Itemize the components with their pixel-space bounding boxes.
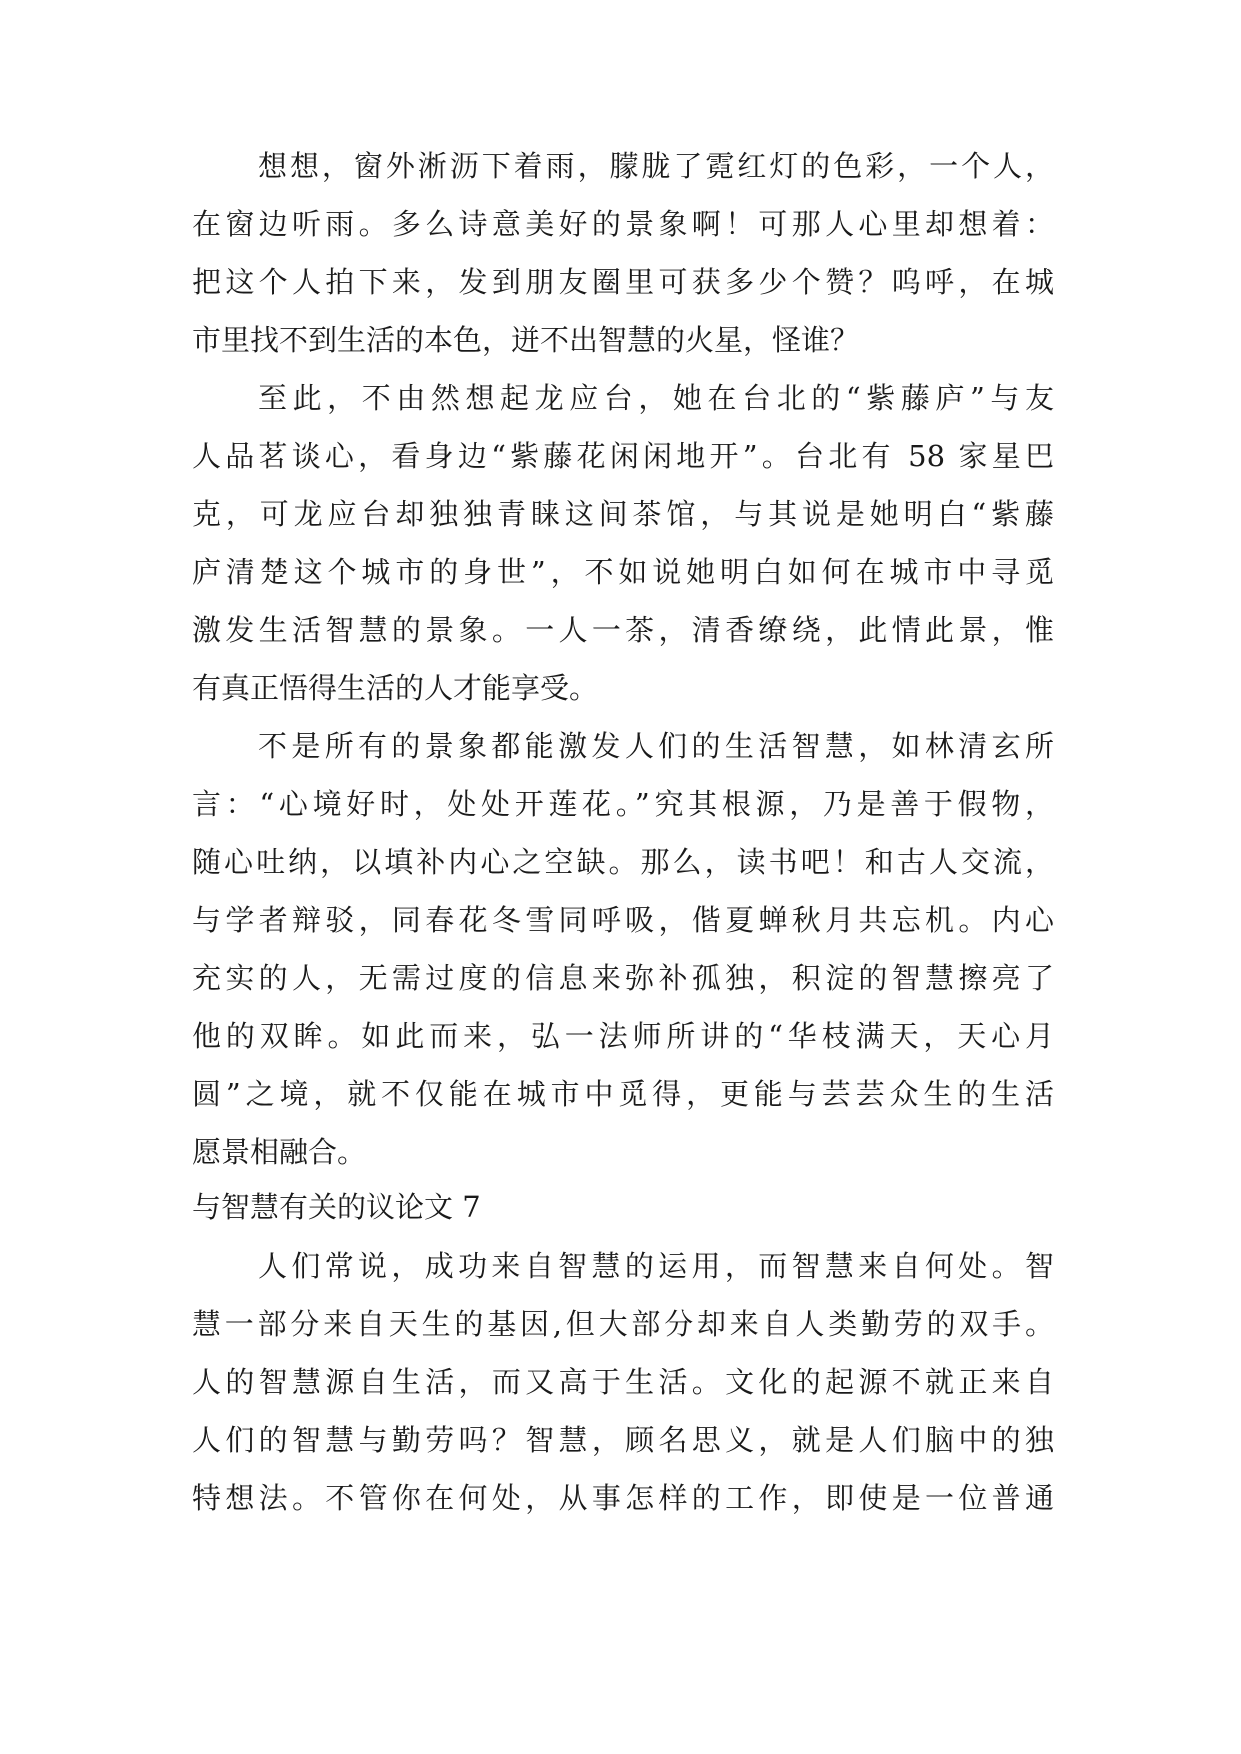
paragraph-4-line-4: 人们的智慧与勤劳吗？智慧，顾名思义，就是人们脑中的独 xyxy=(192,1423,1054,1457)
paragraph-2-line-4: 庐清楚这个城市的身世”，不如说她明白如何在城市中寻觅 xyxy=(192,555,1054,589)
paragraph-1-line-2: 在窗边听雨。多么诗意美好的景象啊！可那人心里却想着： xyxy=(192,207,1054,241)
paragraph-4-line-2: 慧一部分来自天生的基因,但大部分却来自人类勤劳的双手。 xyxy=(192,1307,1054,1341)
paragraph-3-line-7: 圆”之境，就不仅能在城市中觅得，更能与芸芸众生的生活 xyxy=(192,1077,1054,1111)
paragraph-1-line-4: 市里找不到生活的本色，迸不出智慧的火星，怪谁？ xyxy=(192,323,860,357)
paragraph-1-line-1: 想想，窗外淅沥下着雨，朦胧了霓红灯的色彩，一个人， xyxy=(258,149,1054,183)
paragraph-2-line-3: 克，可龙应台却独独青睐这间茶馆，与其说是她明白“紫藤 xyxy=(192,497,1054,531)
paragraph-3-line-5: 充实的人，无需过度的信息来弥补孤独，积淀的智慧擦亮了 xyxy=(192,961,1054,995)
paragraph-3-line-4: 与学者辩驳，同春花冬雪同呼吸，偕夏蝉秋月共忘机。内心 xyxy=(192,903,1054,937)
paragraph-2-line-5: 激发生活智慧的景象。一人一茶，清香缭绕，此情此景，惟 xyxy=(192,613,1054,647)
paragraph-4-line-3: 人的智慧源自生活，而又高于生活。文化的起源不就正来自 xyxy=(192,1365,1054,1399)
paragraph-3-line-2: 言：“心境好时，处处开莲花。”究其根源，乃是善于假物， xyxy=(192,787,1054,821)
paragraph-2-line-6: 有真正悟得生活的人才能享受。 xyxy=(192,671,599,705)
paragraph-1-line-3: 把这个人拍下来，发到朋友圈里可获多少个赞？呜呼，在城 xyxy=(192,265,1054,299)
section-heading: 与智慧有关的议论文 7 xyxy=(192,1190,481,1224)
paragraph-2-line-1: 至此，不由然想起龙应台，她在台北的“紫藤庐”与友 xyxy=(258,381,1054,415)
paragraph-4-line-5: 特想法。不管你在何处，从事怎样的工作，即使是一位普通 xyxy=(192,1481,1054,1515)
paragraph-3-line-6: 他的双眸。如此而来，弘一法师所讲的“华枝满天，天心月 xyxy=(192,1019,1054,1053)
paragraph-3-line-3: 随心吐纳，以填补内心之空缺。那么，读书吧！和古人交流， xyxy=(192,845,1054,879)
paragraph-4-line-1: 人们常说，成功来自智慧的运用，而智慧来自何处。智 xyxy=(258,1249,1054,1283)
paragraph-3-line-1: 不是所有的景象都能激发人们的生活智慧，如林清玄所 xyxy=(258,729,1054,763)
paragraph-2-line-2: 人品茗谈心，看身边“紫藤花闲闲地开”。台北有 58 家星巴 xyxy=(192,439,1054,473)
paragraph-3-line-8: 愿景相融合。 xyxy=(192,1135,367,1169)
